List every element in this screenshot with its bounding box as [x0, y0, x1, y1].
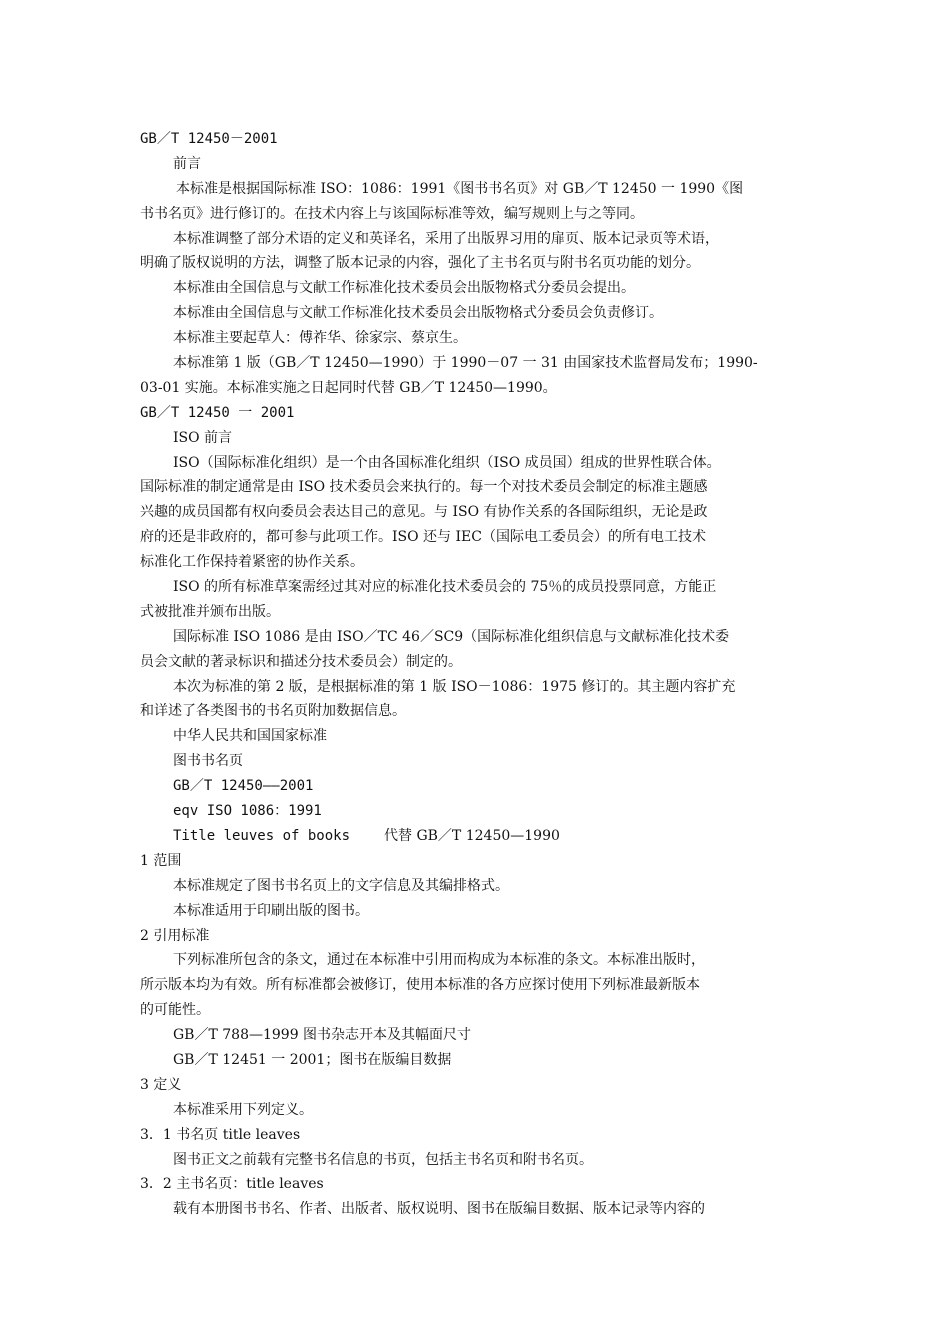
paragraph-line: 的可能性。	[140, 1002, 210, 1019]
english-title: Title leuves of books	[173, 827, 351, 844]
document-page	[140, 127, 820, 1222]
paragraph-line: 兴趣的成员国都有权向委员会表达目己的意见。与 ISO 有协作关系的各国际组织，无论是政	[140, 504, 708, 521]
paragraph-line: 式被批准并颁布出版。	[140, 603, 280, 620]
reference-item: GB／T 788—1999 图书杂志开本及其幅面尺寸	[173, 1027, 472, 1044]
paragraph-line: 本标准由全国信息与文献工作标准化技术委员会出版物格式分委员会提出。	[173, 280, 635, 297]
doc-code-header: GB／T 12450 一 2001	[140, 404, 295, 421]
paragraph-line: 本标准主要起草人：傅祚华、徐家宗、蔡京生。	[173, 330, 467, 347]
paragraph-line: 本标准适用于印刷出版的图书。	[173, 902, 369, 919]
paragraph-line: 员会文献的著录标识和描述分技术委员会）制定的。	[140, 653, 462, 670]
paragraph-line: 本标准第 1 版（GB／T 12450—1990）于 1990－07 一 31 由国家技术监督局发布；1990-	[173, 355, 758, 372]
paragraph-line: 本标准是根据国际标准 ISO：1086：1991《图书书名页》对 GB／T 12450 一 1990《图	[176, 180, 744, 197]
paragraph-line: 图书正文之前载有完整书名信息的书页，包括主书名页和附书名页。	[173, 1151, 593, 1168]
section-title-foreword: 前言	[173, 155, 201, 172]
paragraph-line: 标准化工作保持着紧密的协作关系。	[140, 554, 364, 571]
paragraph-line: ISO 的所有标准草案需经过其对应的标准化技术委员会的 75％的成员投票同意，方能正	[173, 579, 717, 596]
paragraph-line: 国际标准 ISO 1086 是由 ISO／TC 46／SC9（国际标准化组织信息与文献标准化技术委	[173, 628, 730, 645]
paragraph-line: 下列标准所包含的条文，通过在本标准中引用而构成为本标准的条文。本标准出版时，	[173, 952, 705, 969]
paragraph-line: ISO（国际标准化组织）是一个由各国标准化组织（ISO 成员国）组成的世界性联合体。	[173, 454, 721, 471]
replaces-note: 代替 GB／T 12450—1990	[384, 827, 560, 844]
section-title-iso-foreword: ISO 前言	[173, 429, 233, 446]
paragraph-line: 和详述了各类图书的书名页附加数据信息。	[140, 703, 406, 720]
subsection-heading: 3．1 书名页 title leaves	[140, 1126, 301, 1143]
paragraph-line: 本标准调整了部分术语的定义和英译名，采用了出版界习用的扉页、版本记录页等术语，	[173, 230, 719, 247]
paragraph-line: 载有本册图书书名、作者、出版者、版权说明、图书在版编目数据、版本记录等内容的	[173, 1201, 705, 1218]
paragraph-line: 本标准由全国信息与文献工作标准化技术委员会出版物格式分委员会负责修订。	[173, 305, 663, 322]
standard-code: GB／T 12450——2001	[173, 778, 314, 795]
english-title-row	[140, 824, 820, 849]
section-heading-references: 2 引用标准	[140, 927, 210, 944]
equivalent-standard: eqv ISO 1086：1991	[173, 803, 322, 820]
section-heading-scope: 1 范围	[140, 852, 182, 869]
paragraph-line: 03-01 实施。本标准实施之日起同时代替 GB／T 12450—1990。	[140, 379, 557, 396]
doc-code-header: GB／T 12450－2001	[140, 131, 278, 147]
subsection-heading: 3．2 主书名页：title leaves	[140, 1176, 324, 1193]
paragraph-line: 所示版本均为有效。所有标准都会被修订，使用本标准的各方应探讨使用下列标准最新版本	[140, 977, 700, 994]
standard-name: 图书书名页	[173, 753, 243, 770]
national-standard-title: 中华人民共和国国家标准	[173, 728, 327, 745]
paragraph-line: 明确了版权说明的方法，调整了版本记录的内容，强化了主书名页与附书名页功能的划分。	[140, 255, 700, 272]
paragraph-line: 本标准规定了图书书名页上的文字信息及其编排格式。	[173, 877, 509, 894]
paragraph-line: 国际标准的制定通常是由 ISO 技术委员会来执行的。每一个对技术委员会制定的标准主题感	[140, 479, 708, 496]
paragraph-line: 书书名页》进行修订的。在技术内容上与该国际标准等效，编写规则上与之等同。	[140, 205, 644, 222]
paragraph-line: 本标准采用下列定义。	[173, 1101, 313, 1118]
paragraph-line: 府的还是非政府的，都可参与此项工作。ISO 还与 IEC（国际电工委员会）的所有电工技术	[140, 529, 706, 546]
reference-item: GB／T 12451 一 2001；图书在版编目数据	[173, 1051, 452, 1068]
paragraph-line: 本次为标准的第 2 版，是根据标准的第 1 版 ISO－1086：1975 修订的。其主题内容扩充	[173, 678, 736, 695]
section-heading-definitions: 3 定义	[140, 1076, 182, 1093]
